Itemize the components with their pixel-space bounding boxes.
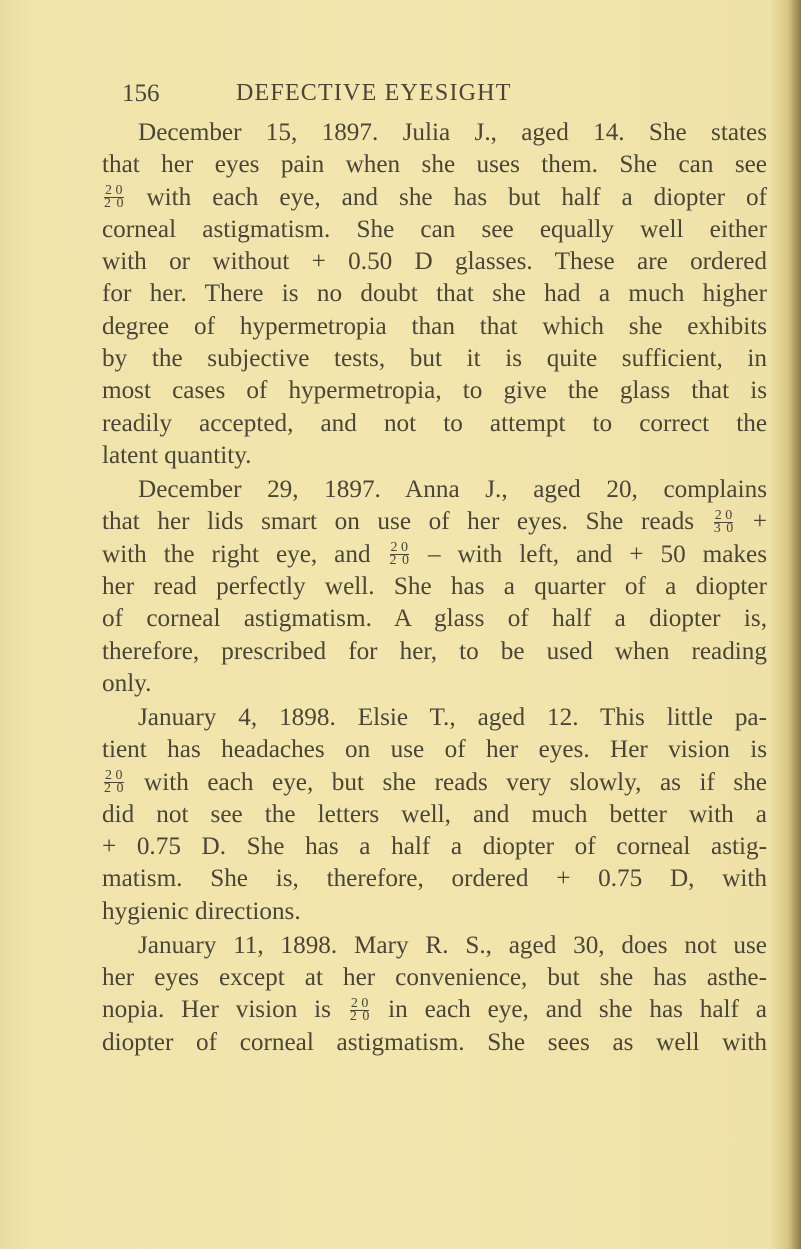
page-header <box>0 80 801 120</box>
text-line: latent quantity. <box>102 441 252 469</box>
text-line: diopter of corneal astigmatism. She sees as well with <box>102 1028 767 1056</box>
text-line: her read perfectly well. She has a quarter of a diopter <box>102 572 767 600</box>
text-line: readily accepted, and not to attempt to correct the <box>102 409 767 437</box>
page-body <box>102 117 767 1061</box>
page-number: 156 <box>122 80 160 107</box>
text-line: only. <box>102 669 152 697</box>
paragraph <box>102 702 767 928</box>
text-line: December 15, 1897. Julia J., aged 14. She states <box>138 119 767 146</box>
text-line: $\frac{2 0}{2 0}$ with each eye, and she has but half a diopter of <box>104 183 767 212</box>
text-line: degree of hypermetropia than that which she exhibits <box>102 312 767 340</box>
text-line: that her eyes pain when she uses them. She can see <box>102 151 767 179</box>
text-line: + 0.75 D. She has a half a diopter of corneal astig- <box>102 833 767 861</box>
text-line: most cases of hypermetropia, to give the glass that is <box>102 377 767 405</box>
fraction: $\frac{2 0}{3 0}$ <box>713 508 734 537</box>
text-line: nopia. Her vision is $\frac{2 0}{2 0}$ in each eye, and she has half a <box>102 996 767 1025</box>
text-line: January 4, 1898. Elsie T., aged 12. This little pa- <box>138 703 767 731</box>
text-line: December 29, 1897. Anna J., aged 20, complains <box>138 476 767 504</box>
text-line: hygienic directions. <box>102 897 301 925</box>
text-line: her eyes except at her convenience, but she has asthe- <box>102 964 767 992</box>
text-line: for her. There is no doubt that she had a much higher <box>102 280 767 308</box>
text-line: corneal astigmatism. She can see equally well either <box>102 215 767 243</box>
paragraph <box>102 117 767 472</box>
text-line: tient has headaches on use of her eyes. Her vision is <box>102 736 767 764</box>
text-line: therefore, prescribed for her, to be used when reading <box>102 637 767 665</box>
fraction: $\frac{2 0}{2 0}$ <box>104 768 124 797</box>
text-line: with the right eye, and $\frac{2 0}{2 0}$ – with left, and + 50 makes <box>102 540 767 569</box>
fraction: $\frac{2 0}{2 0}$ <box>389 540 409 569</box>
text-line: matism. She is, therefore, ordered + 0.75 D, with <box>102 865 767 893</box>
paragraph <box>102 474 767 700</box>
fraction: $\frac{2 0}{2 0}$ <box>349 996 370 1025</box>
text-line: January 11, 1898. Mary R. S., aged 30, does not use <box>138 931 767 959</box>
text-line: by the subjective tests, but it is quite sufficient, in <box>102 345 767 373</box>
fraction: $\frac{2 0}{2 0}$ <box>104 183 124 212</box>
text-line: did not see the letters well, and much better with a <box>102 800 767 828</box>
text-line: $\frac{2 0}{2 0}$ with each eye, but she reads very slowly, as if she <box>104 768 767 797</box>
text-line: that her lids smart on use of her eyes. She reads $\frac{2 0}{3 0}$ + <box>102 508 767 537</box>
paragraph <box>102 930 767 1059</box>
text-line: with or without + 0.50 D glasses. These are ordered <box>102 248 767 276</box>
text-line: of corneal astigmatism. A glass of half a diopter is, <box>102 605 767 633</box>
running-title: DEFECTIVE EYESIGHT <box>236 80 512 106</box>
